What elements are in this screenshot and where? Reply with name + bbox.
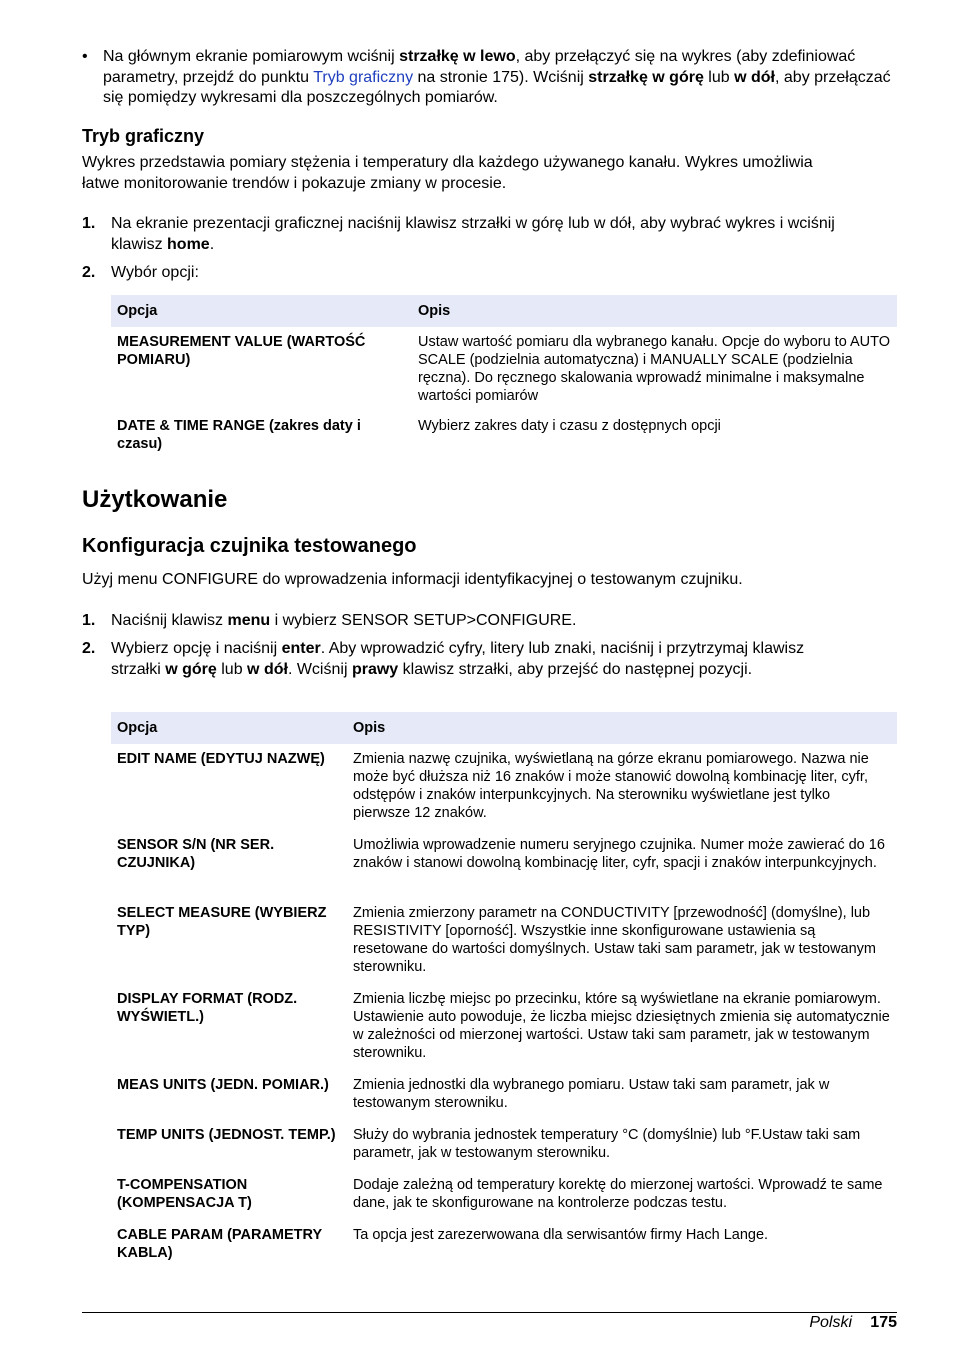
footer-divider: [82, 1312, 897, 1313]
text-run: lub: [703, 68, 735, 86]
step-number: 2.: [82, 264, 96, 281]
table-row: [111, 830, 897, 898]
section-title-sensor-config: Konfiguracja czujnika testowanego: [82, 535, 417, 557]
graph-step-1: [111, 214, 886, 255]
step-number: 1.: [82, 612, 96, 629]
text-run: .: [209, 235, 215, 253]
footer-language: Polski: [809, 1314, 852, 1331]
description-cell: Zmienia nazwę czujnika, wyświetlaną na górze ekranu pomiarowego. Nazwa nie może być dłuższa niż 16 znaków i może stanowić dowolną kombinację liter, cyfr, odstępów i znaków interpunkcyjnych. Na sterowniku wyświetlane jest tylko pierwsze 12 znaków.: [353, 751, 869, 821]
operation-step-2: [111, 639, 856, 680]
text-run: i wybierz SENSOR SETUP>CONFIGURE.: [270, 612, 577, 629]
table-row: [111, 327, 897, 413]
column-header-description: Opis: [347, 712, 897, 744]
step-number: 1.: [82, 215, 96, 232]
column-header-option: Opcja: [111, 712, 347, 744]
description-cell: Wybierz zakres daty i czasu z dostępnych opcji: [418, 418, 721, 434]
column-header-description: Opis: [412, 295, 897, 327]
table-row: [111, 744, 897, 830]
description-cell: Zmienia liczbę miejsc po przecinku, które są wyświetlane na ekranie pomiarowym. Ustawienie auto powoduje, że liczba miejsc dziesiętnych zmienia się automatycznie w zależności od mierzonej wartości. Ustaw taki sam parametr, jak w testowanym sterowniku.: [353, 991, 890, 1061]
text-run: Naciśnij klawisz: [111, 612, 228, 629]
operation-description: Użyj menu CONFIGURE do wprowadzenia informacji identyfikacyjnej o testowanym czujniku.: [82, 571, 743, 588]
step-number: 2.: [82, 640, 96, 657]
key-name: menu: [227, 612, 271, 629]
table-row: [111, 1220, 897, 1270]
text-run: lub: [216, 660, 248, 678]
key-name: prawy: [351, 660, 399, 678]
text-run: . Aby wprowadzić cyfry, litery lub znaki, naciśnij i przytrzymaj klawisz strzałki: [111, 640, 805, 678]
option-cell: SELECT MEASURE (WYBIERZ TYP): [117, 905, 327, 939]
graph-options-table: [111, 295, 897, 455]
description-cell: Zmienia zmierzony parametr na CONDUCTIVITY [przewodność] (domyślne), lub RESISTIVITY [oporność]. Wszystkie inne skonfigurowane ustawienia są resetowane do wartości domyślnych. Ustaw taki sam parametr, jak w testowanym sterowniku.: [353, 905, 877, 975]
key-name: strzałkę w lewo: [399, 48, 516, 65]
operation-step-1: [111, 611, 886, 632]
table-header-row: [111, 712, 897, 744]
text-run: , aby przełączać się pomiędzy wykresami dla poszczególnych pomiarów.: [103, 68, 891, 106]
text-run: klawisz strzałki, aby przejść do następnej pozycji.: [398, 660, 753, 678]
key-name: strzałkę w górę: [588, 68, 704, 86]
cross-reference-link[interactable]: Tryb graficzny: [313, 68, 414, 86]
option-cell: CABLE PARAM (PARAMETRY KABLA): [117, 1227, 322, 1261]
description-cell: Ta opcja jest zarezerwowana dla serwisantów firmy Hach Lange.: [353, 1227, 769, 1243]
column-header-option: Opcja: [111, 295, 412, 327]
sensor-config-options-table: [111, 712, 897, 1270]
description-cell: Ustaw wartość pomiaru dla wybranego kanału. Opcje do wyboru to AUTO SCALE (podzielnia automatyczna) i MANUALLY SCALE (podzielnia ręczna). Do ręcznego skalowania wprowadź minimalne i maksymalne wartości pomiarów: [418, 334, 891, 404]
key-name: enter: [281, 640, 321, 657]
section-title-graph-mode: Tryb graficzny: [82, 126, 205, 146]
option-cell: EDIT NAME (EDYTUJ NAZWĘ): [117, 751, 325, 767]
text-run: Na głównym ekranie pomiarowym wciśnij: [103, 48, 400, 65]
option-cell: MEAS UNITS (JEDN. POMIAR.): [117, 1077, 329, 1093]
table-row: [111, 984, 897, 1070]
option-cell: TEMP UNITS (JEDNOST. TEMP.): [117, 1127, 336, 1143]
table-row: [111, 413, 897, 455]
table-row: [111, 1170, 897, 1220]
text-run: Wybierz opcję i naciśnij: [111, 640, 282, 657]
description-cell: Umożliwia wprowadzenie numeru seryjnego czujnika. Numer może zawierać do 16 znaków i stanowi dowolną kombinację liter, cyfr, spacji i znaków interpunkcyjnych.: [353, 837, 885, 871]
option-cell: MEASUREMENT VALUE (WARTOŚĆ POMIARU): [117, 334, 366, 368]
text-run: na stronie 175). Wciśnij: [413, 68, 589, 86]
text-run: , aby przełączyć się na wykres (aby zdefiniować parametry, przejdź do punktu: [103, 48, 856, 86]
page-number: 175: [870, 1314, 897, 1331]
key-name: w górę: [165, 660, 217, 678]
option-cell: SENSOR S/N (NR SER. CZUJNIKA): [117, 837, 275, 871]
key-name: w dół: [247, 660, 288, 678]
table-row: [111, 1120, 897, 1170]
description-cell: Służy do wybrania jednostek temperatury °C (domyślnie) lub °F.Ustaw taki sam parametr, jak w testowanym sterowniku.: [353, 1127, 861, 1161]
text-run: Na ekranie prezentacji graficznej naciśnij klawisz strzałki w górę lub w dół, aby wybrać wykres i wciśnij klawisz: [111, 215, 835, 253]
intro-bullet-text: [103, 47, 898, 109]
graph-step-2: Wybór opcji:: [111, 264, 199, 281]
option-cell: DATE & TIME RANGE (zakres daty i czasu): [117, 418, 361, 452]
table-row: [111, 898, 897, 984]
text-run: . Wciśnij: [287, 660, 352, 678]
chapter-title: Użytkowanie: [82, 486, 228, 513]
table-header-row: [111, 295, 897, 327]
option-cell: DISPLAY FORMAT (RODZ. WYŚWIETL.): [117, 991, 298, 1025]
option-cell: T-COMPENSATION (KOMPENSACJA T): [117, 1177, 252, 1211]
key-name: w dół: [734, 68, 775, 86]
description-cell: Dodaje zależną od temperatury korektę do mierzonej wartości. Wprowadź te same dane, jak te skonfigurowane na kontrolerze podczas testu.: [353, 1177, 883, 1211]
bullet-marker: •: [82, 48, 88, 65]
graph-description: Wykres przedstawia pomiary stężenia i temperatury dla każdego używanego kanału. Wykres umożliwia łatwe monitorowanie trendów i pokazuje zmiany w procesie.: [82, 154, 813, 192]
table-row: [111, 1070, 897, 1120]
description-cell: Zmienia jednostki dla wybranego pomiaru. Ustaw taki sam parametr, jak w testowanym sterowniku.: [353, 1077, 830, 1111]
key-name: home: [167, 235, 210, 253]
